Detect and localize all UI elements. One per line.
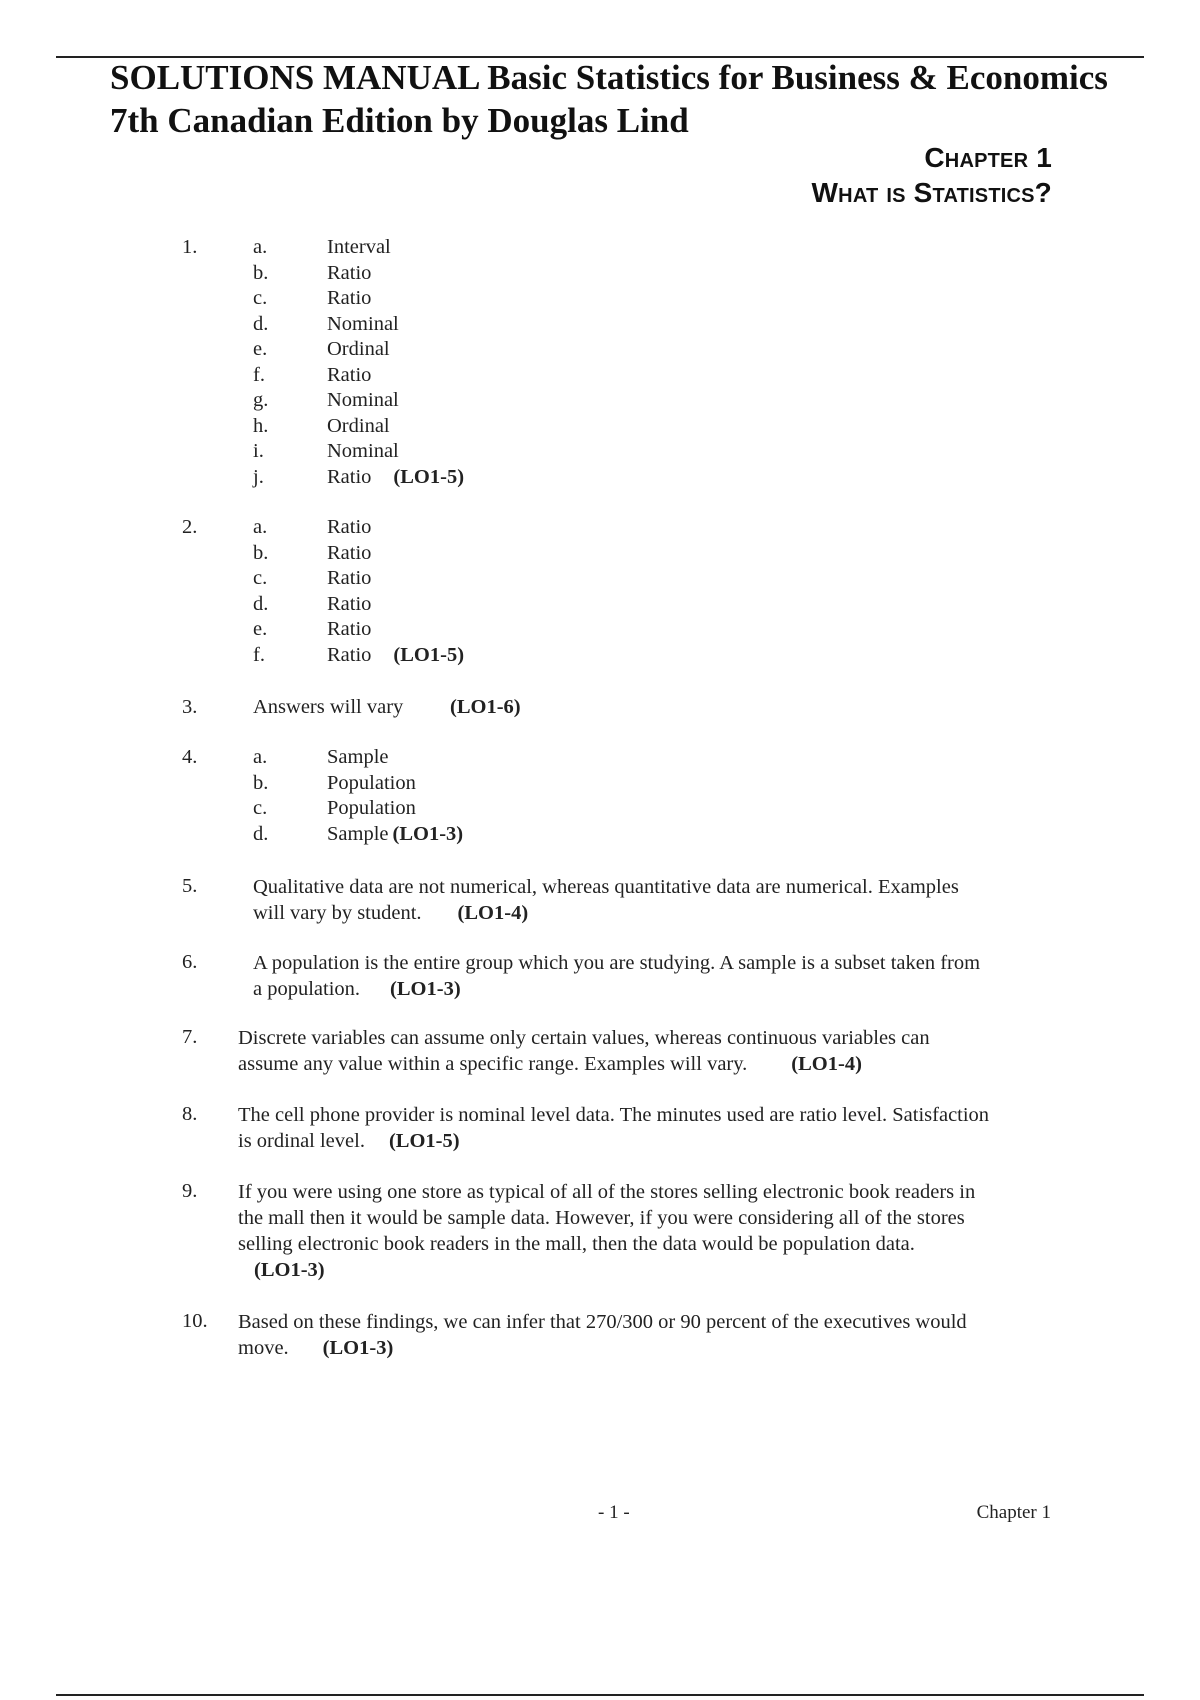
- answer-number: 10.: [182, 1310, 208, 1332]
- learning-objective: (LO1-3): [254, 1259, 325, 1281]
- chapter-title: What is Statistics?: [811, 177, 1052, 208]
- list-item: d. Ratio: [253, 592, 372, 615]
- title-line-1: SOLUTIONS MANUAL Basic Statistics for Business & Economics: [110, 58, 1108, 97]
- list-item: e. Ordinal: [253, 338, 390, 360]
- list-item: g. Nominal: [253, 389, 399, 411]
- learning-objective: (LO1-4): [457, 902, 529, 924]
- learning-objective: (LO1-5): [393, 465, 465, 488]
- answer-number: 8.: [182, 1103, 198, 1125]
- learning-objective: (LO1-6): [450, 696, 521, 718]
- list-item: f. Ratio (LO1-5): [253, 643, 465, 666]
- answer-number: 6.: [182, 951, 198, 973]
- footer-chapter: Chapter 1: [976, 1502, 1051, 1523]
- answer-text-line-2: move.: [238, 1337, 289, 1359]
- bottom-rule: [56, 1694, 1144, 1696]
- list-item: b. Ratio: [253, 261, 372, 284]
- list-item: e. Ratio: [253, 618, 372, 640]
- list-item: c. Population: [253, 797, 416, 819]
- learning-objective: (LO1-4): [791, 1053, 862, 1075]
- list-item: a. Sample: [253, 746, 389, 768]
- document-title: [110, 56, 1170, 142]
- answer-text: Answers will vary: [253, 696, 404, 718]
- list-item: h. Ordinal: [253, 414, 390, 437]
- list-item: i. Nominal: [253, 440, 399, 462]
- answer-text-line-1: Discrete variables can assume only certain values, whereas continuous variables can: [238, 1027, 930, 1049]
- answer-number: 7.: [182, 1026, 198, 1048]
- learning-objective: (LO1-3): [390, 978, 461, 1000]
- answer-text-line-2: will vary by student.: [253, 902, 422, 924]
- title-line-2: 7th Canadian Edition by Douglas Lind: [110, 101, 689, 140]
- list-item: c. Ratio: [253, 567, 372, 589]
- answer-number: 4.: [182, 746, 198, 768]
- answer-number: 1.: [182, 236, 198, 258]
- answer-text-line-3: selling electronic book readers in the mall, then the data would be population data.: [238, 1233, 915, 1255]
- list-item: d. Sample (LO1-3): [253, 822, 464, 845]
- answer-number: 9.: [182, 1180, 198, 1202]
- list-item: j. Ratio (LO1-5): [253, 465, 465, 488]
- list-item: d. Nominal: [253, 312, 399, 335]
- answer-text-line-1: The cell phone provider is nominal level data. The minutes used are ratio level. Satisfaction: [238, 1104, 990, 1126]
- list-item: a. Ratio: [253, 516, 372, 538]
- list-item: c. Ratio: [253, 287, 372, 309]
- answer-text-line-2: a population.: [253, 978, 361, 1000]
- learning-objective: (LO1-5): [393, 643, 465, 666]
- answer-text-line-1: If you were using one store as typical of all of the stores selling electronic book readers in: [238, 1181, 976, 1203]
- answer-number: 5.: [182, 875, 198, 897]
- list-item: b. Population: [253, 771, 416, 794]
- list-item: b. Ratio: [253, 541, 372, 564]
- answer-number: 2.: [182, 516, 198, 538]
- answer-text-line-1: Qualitative data are not numerical, whereas quantitative data are numerical. Examples: [253, 876, 959, 898]
- answer-text-line-1: Based on these findings, we can infer that 270/300 or 90 percent of the executives would: [238, 1311, 967, 1333]
- chapter-label: Chapter 1: [924, 142, 1052, 173]
- answer-number: 3.: [182, 696, 198, 718]
- learning-objective: (LO1-5): [388, 1130, 460, 1152]
- answer-text-line-1: A population is the entire group which you are studying. A sample is a subset taken from: [253, 952, 981, 974]
- page-number: - 1 -: [598, 1502, 630, 1523]
- list-item: a. Interval: [253, 236, 391, 258]
- learning-objective: (LO1-3): [392, 822, 464, 845]
- learning-objective: (LO1-3): [322, 1337, 394, 1359]
- answer-text-line-2: the mall then it would be sample data. However, if you were considering all of the stores: [238, 1207, 965, 1229]
- list-item: f. Ratio: [253, 363, 372, 386]
- answer-text-line-2: is ordinal level.: [238, 1130, 365, 1152]
- answer-text-line-2: assume any value within a specific range. Examples will vary.: [238, 1053, 748, 1075]
